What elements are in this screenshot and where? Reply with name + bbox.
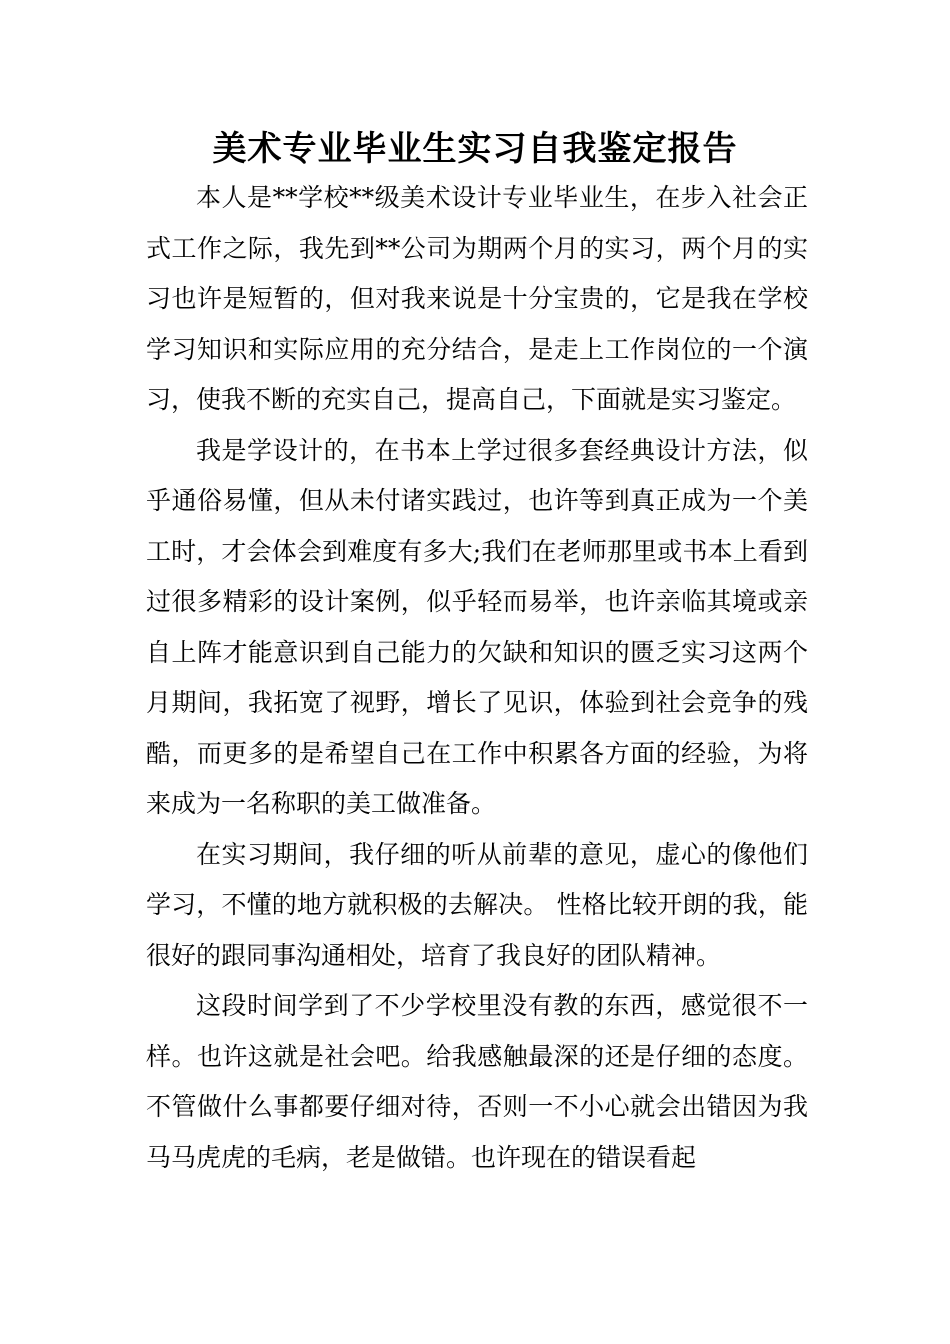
paragraph-1: 本人是**学校**级美术设计专业毕业生，在步入社会正式工作之际，我先到**公司为期两个月的实习，两个月的实习也许是短暂的，但对我来说是十分宝贵的，它是我在学校学习知识和实际应用的充分结合，是走上工作岗位的一个演习，使我不断的充实自己，提高自己，下面就是实习鉴定。 xyxy=(146,183,808,414)
paragraph-3: 在实习期间，我仔细的听从前辈的意见，虚心的像他们学习，不懂的地方就积极的去解决。 性格比较开朗的我，能很好的跟同事沟通相处，培育了我良好的团队精神。 xyxy=(146,839,808,970)
paragraph-2: 我是学设计的，在书本上学过很多套经典设计方法，似乎通俗易懂，但从未付诸实践过，也许等到真正成为一个美工时，才会体会到难度有多大;我们在老师那里或书本上看到过很多精彩的设计案例，似乎轻而易举，也许亲临其境或亲自上阵才能意识到自己能力的欠缺和知识的匮乏实习这两个月期间，我拓宽了视野，增长了见识，体验到社会竞争的残酷，而更多的是希望自己在工作中积累各方面的经验，为将来成为一名称职的美工做准备。 xyxy=(146,435,808,818)
document-title: 美术专业毕业生实习自我鉴定报告 xyxy=(212,129,738,169)
paragraph-4: 这段时间学到了不少学校里没有教的东西，感觉很不一样。也许这就是社会吧。给我感触最深的还是仔细的态度。不管做什么事都要仔细对待，否则一不小心就会出错因为我马马虎虎的毛病，老是做错。也许现在的错误看起 xyxy=(146,991,808,1172)
document-body xyxy=(146,173,808,1183)
